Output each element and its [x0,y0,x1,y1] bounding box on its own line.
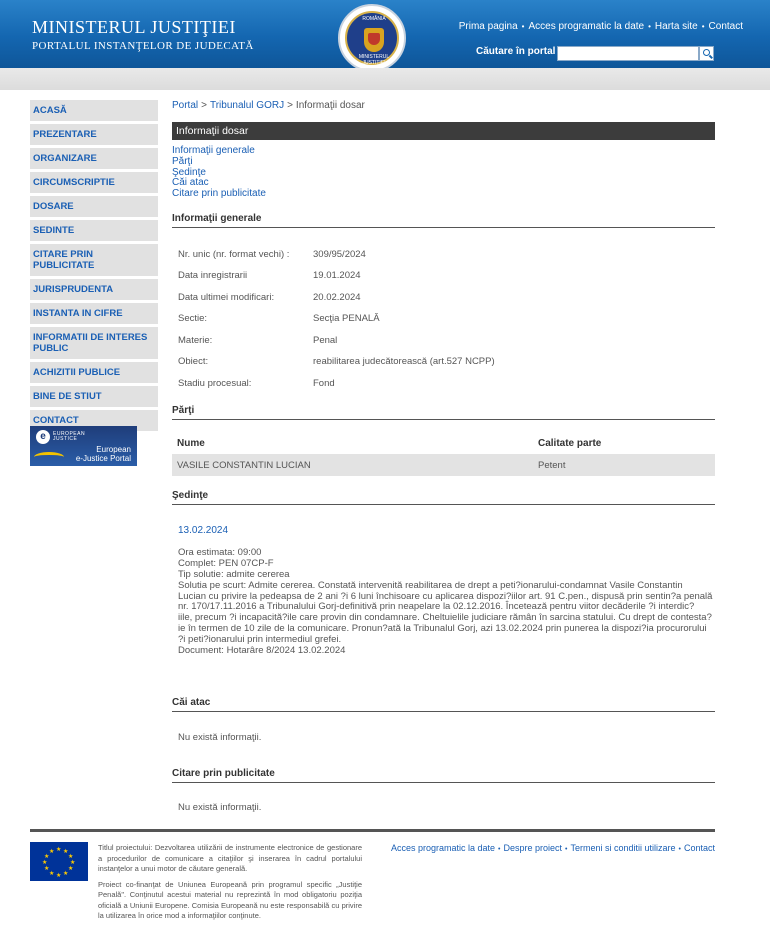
toc-citare[interactable]: Citare prin publicitate [172,188,266,200]
field-value: Fond [313,378,335,389]
field-label: Data ultimei modificari: [178,292,275,303]
field-row [172,378,715,390]
sidebar-item-informatii-interes-public[interactable]: INFORMATII DE INTERES PUBLIC [30,327,158,359]
footer-divider [30,829,715,832]
field-label: Nr. unic (nr. format vechi) : [178,249,290,260]
nav-prima-pagina[interactable]: Prima pagina [458,21,518,32]
field-value: 309/95/2024 [313,249,366,260]
site-title[interactable]: MINISTERUL JUSTIŢIEI [32,17,236,37]
field-row [172,249,715,261]
field-value: 19.01.2024 [313,270,361,281]
breadcrumb: Portal > Tribunalul GORJ > Informaţii dosar [172,100,365,111]
sidebar-item-bine-de-stiut[interactable]: BINE DE STIUT [30,386,158,407]
ejustice-small-1: EUROPEAN [53,431,86,437]
search-button[interactable] [699,46,714,61]
field-label: Data inregistrarii [178,270,248,281]
nav-separator: • [701,22,705,31]
footer-link-contact[interactable]: Contact [683,843,715,853]
ejustice-small-2: JUSTICE [53,436,78,442]
field-row [172,313,715,325]
toc-informatii-generale[interactable]: Informaţii generale [172,145,255,156]
footer-link-despre-proiect[interactable]: Despre proiect [503,843,563,853]
field-label: Materie: [178,335,213,346]
field-value: reabilitarea judecătorească (art.527 NCPP) [313,356,495,367]
toc-cai-atac[interactable]: Căi atac [172,177,209,189]
ejustice-title-1: European [96,445,131,454]
header-divider-bar [0,68,770,90]
table-header [172,432,715,454]
table-row [172,454,715,476]
coat-of-arms-icon [364,28,384,52]
toc-parti[interactable]: Părţi [172,155,193,167]
section-heading-general: Informaţii generale [172,213,715,228]
hearing-line: ie în termen de 10 zile de la comunicare. Pronun?ată la Tribunalul Gorj, azi 13.02.2024 prin punerea la dispozi?ia procurorului [178,623,707,635]
section-heading-parti: Părţi [172,405,715,420]
search-input[interactable] [557,46,699,61]
hearing-entry [178,526,715,657]
ejustice-title-2: e-Justice Portal [75,454,131,463]
party-name: VASILE CONSTANTIN LUCIAN [177,460,311,471]
field-value: Secţia PENALĂ [313,313,380,324]
section-heading-sedinte: Şedinţe [172,490,715,505]
ejustice-e-icon: e [36,430,50,444]
footer-link-termeni[interactable]: Termeni si conditii utilizare [570,843,676,853]
footer-paragraph: Proiect co-finanţat de Uniunea Europeană prin programul specific „Justiţie Penală". Conţinutul acestui material nu reprezintă în mod obligatoriu poziţia oficială a Uniunii Europene. Comisia Europeană nu este responsabilă cu privire la utilizarea în orice mod a informaţiilor conţinute. [98,879,362,920]
toc-sedinte[interactable]: Şedinţe [172,166,206,178]
hearing-line: Complet: PEN 07CP-F [178,557,274,569]
hearing-line: Tip solutie: admite cererea [178,568,290,580]
footer-paragraph: Titlul proiectului: Dezvoltarea utilizării de instrumente electronice de gestionare a procedurilor de comunicare a citaţiilor şi inserarea în cadrul portalului instanţelor a unui motor de căutare generală. [98,843,362,873]
eu-flag-icon: ★ ★ ★ ★ ★ ★ ★ ★ ★ ★ ★ ★ [30,842,88,881]
nav-acces-programatic[interactable]: Acces programatic la date [528,21,645,32]
search-label: Căutare în portal [476,46,556,57]
field-value: Penal [313,335,338,346]
sidebar-item-dosare[interactable]: DOSARE [30,196,158,217]
sidebar-item-citare[interactable]: CITARE PRIN PUBLICITATE [30,244,158,276]
top-navigation [459,21,743,32]
hearing-date: 13.02.2024 [178,525,229,536]
logo-top-text: ROMÂNIA [362,16,386,22]
field-label: Stadiu procesual: [178,378,252,389]
field-row [172,335,715,347]
sidebar-item-jurisprudenta[interactable]: JURISPRUDENTA [30,279,158,300]
field-row [172,356,715,368]
logo-seal [345,11,399,65]
hearing-line: Lucian cu privire la pedeapsa de 2 ani ?i 6 luni închisoare cu aplicarea dispozi?iilor art. 91 C.pen., dispusă prin sentin?a penală [178,590,713,602]
nav-separator: • [648,22,651,31]
section-heading-citare: Citare prin publicitate [172,768,715,783]
hearing-line: Document: Hotarâre 8/2024 13.02.2024 [178,645,346,657]
citare-empty: Nu există informaţii. [178,802,262,813]
hearing-line: ?i peti?ionarului prin intermediul grefei. [178,634,342,646]
breadcrumb-portal[interactable]: Portal [172,100,199,111]
hearing-line: Ora estimata: 09:00 [178,546,262,558]
sidebar-item-acasa[interactable]: ACASĂ [30,100,158,121]
hearing-line: iile, precum ?i incapacită?ile care provin din condamnare. Cheltuielile judiciare rămân în sarcina statului. Cu drept de contesta? [178,612,712,624]
cai-atac-empty: Nu există informaţii. [178,732,262,743]
section-links [172,146,715,200]
logo-bottom-text: MINISTERUL JUSTIŢIEI [358,54,390,66]
sidebar-item-contact[interactable]: CONTACT [30,410,158,431]
sidebar-item-instanta-in-cifre[interactable]: INSTANTA IN CIFRE [30,303,158,324]
breadcrumb-current: Informaţii dosar [295,100,365,111]
field-value: 20.02.2024 [313,292,361,303]
sidebar-item-circumscriptie[interactable]: CIRCUMSCRIPTIE [30,172,158,193]
ejustice-portal-banner[interactable] [30,426,137,466]
ministry-logo[interactable] [338,4,406,72]
sidebar-menu [30,100,158,434]
section-heading-cai-atac: Căi atac [172,697,715,712]
column-header-nume: Nume [177,438,205,449]
nav-separator: • [521,22,525,31]
field-row [172,292,715,304]
footer-project-info [98,843,362,927]
footer-links: Acces programatic la date • Despre proiect • Termeni si conditii utilizare • Contact [390,843,715,853]
ejustice-wave-icon [34,452,64,462]
hearing-line: nr. 170/17.11.2016 a Tribunalului Gorj-definitivă prin neapelare la 02.12.2016. Încetează pentru viitor decăderile ?i interdic? [178,601,695,613]
party-role: Petent [538,460,566,471]
nav-harta-site[interactable]: Harta site [654,21,698,32]
site-subtitle[interactable]: PORTALUL INSTANŢELOR DE JUDECATĂ [32,40,254,52]
field-label: Sectie: [178,313,208,324]
footer-link-acces-programatic[interactable]: Acces programatic la date [390,843,496,853]
field-row [172,270,715,282]
field-label: Obiect: [178,356,209,367]
hearing-line: Solutia pe scurt: Admite cererea. Constată intervenită reabilitarea de drept a peti?ionarului-condamnat Vasile Constantin [178,579,683,591]
parti-table [172,432,715,476]
sidebar-item-prezentare[interactable]: PREZENTARE [30,124,158,145]
sidebar-item-organizare[interactable]: ORGANIZARE [30,148,158,169]
breadcrumb-tribunal[interactable]: Tribunalul GORJ [209,100,285,111]
page-title: Informaţii dosar [172,122,715,140]
nav-contact[interactable]: Contact [708,21,743,32]
sidebar-item-sedinte[interactable]: SEDINTE [30,220,158,241]
sidebar-item-achizitii-publice[interactable]: ACHIZITII PUBLICE [30,362,158,383]
column-header-calitate: Calitate parte [538,438,602,449]
main-content [172,100,715,200]
site-header [0,0,770,68]
